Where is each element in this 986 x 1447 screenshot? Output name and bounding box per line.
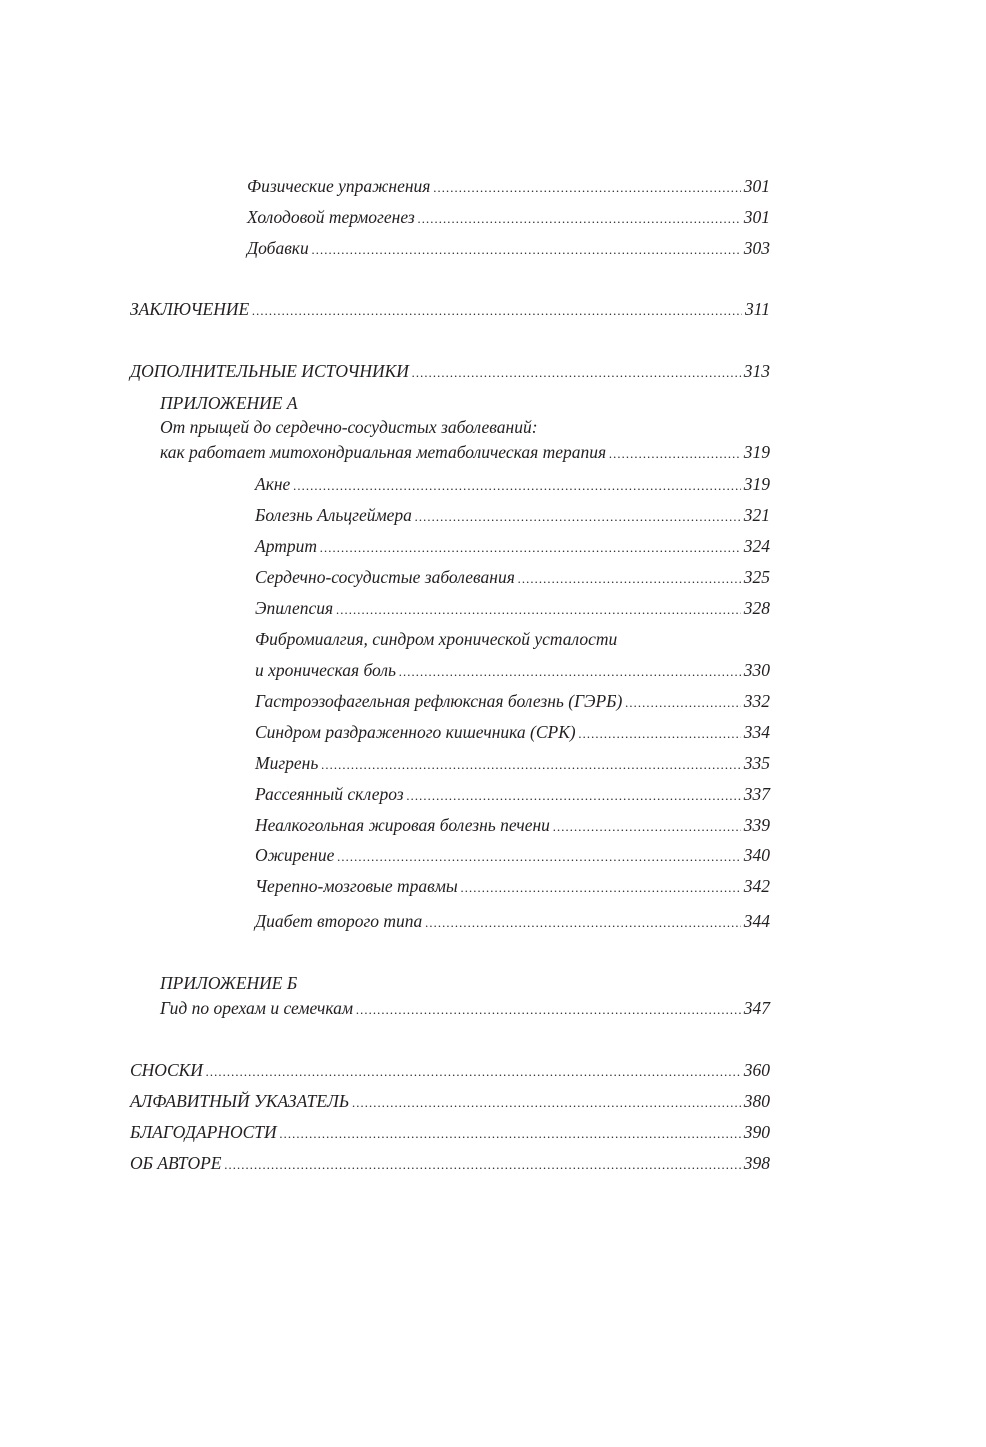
dot-leader: [321, 753, 740, 777]
dot-leader: [312, 238, 741, 262]
toc-entry-conclusion: [130, 297, 770, 321]
dot-leader: [518, 567, 741, 591]
toc-entry-page: 339: [743, 815, 770, 835]
toc-entry-page: 319: [743, 474, 770, 494]
toc-entry: [255, 503, 770, 527]
toc-entry-label: Синдром раздраженного кишечника (СРК): [255, 722, 576, 742]
toc-entry-page: 330: [743, 660, 770, 680]
dot-leader: [433, 176, 740, 200]
toc-entry-label: Гид по орехам и семечкам: [160, 998, 354, 1018]
toc-entry-resources: [130, 359, 770, 383]
toc-entry-label-wrap: Фибромиалгия, синдром хронической усталости: [255, 629, 618, 649]
toc-entry-page: 344: [743, 911, 770, 931]
toc-entry-label: СНОСКИ: [130, 1060, 203, 1080]
toc-entry-label: Эпилепсия: [255, 598, 334, 618]
toc-entry-label: как работает митохондриальная метаболическая терапия: [160, 442, 607, 462]
dot-leader: [553, 815, 741, 839]
toc-entry: [255, 782, 770, 806]
dot-leader: [320, 536, 741, 560]
toc-entry: [255, 909, 770, 933]
toc-entry-page: 319: [743, 442, 770, 462]
toc-entry-label: ЗАКЛЮЧЕНИЕ: [130, 299, 250, 319]
dot-leader: [356, 998, 741, 1022]
appendix-b-title: [160, 996, 770, 1020]
toc-entry-page: 301: [743, 176, 770, 196]
dot-leader: [399, 660, 741, 684]
toc-entry-page: 321: [743, 505, 770, 525]
toc-entry-page: 390: [743, 1122, 770, 1142]
dot-leader: [415, 505, 741, 529]
toc-entry-label: Акне: [255, 474, 291, 494]
toc-entry-label: Сердечно-сосудистые заболевания: [255, 567, 515, 587]
toc-entry: [247, 236, 770, 260]
toc-entry-page: 332: [743, 691, 770, 711]
toc-entry-label: ОБ АВТОРЕ: [130, 1153, 222, 1173]
toc-entry-label: Мигрень: [255, 753, 319, 773]
dot-leader: [280, 1122, 741, 1146]
toc-entry: [255, 751, 770, 775]
appendix-a-title: [160, 440, 770, 464]
dot-leader: [412, 361, 741, 385]
toc-entry: [255, 874, 770, 898]
toc-entry-label: Диабет второго типа: [255, 911, 423, 931]
dot-leader: [579, 722, 741, 746]
dot-leader: [224, 1153, 740, 1177]
toc-entry: [255, 596, 770, 620]
dot-leader: [206, 1060, 741, 1084]
dot-leader: [337, 845, 740, 869]
toc-entry: [255, 720, 770, 744]
toc-entry-label: Болезнь Альцгеймера: [255, 505, 412, 525]
appendix-a-heading: ПРИЛОЖЕНИЕ А: [160, 393, 298, 413]
toc-entry-label: Добавки: [247, 238, 309, 258]
toc-entry-page: 303: [743, 238, 770, 258]
toc-entry-label: АЛФАВИТНЫЙ УКАЗАТЕЛЬ: [130, 1091, 350, 1111]
dot-leader: [625, 691, 740, 715]
toc-entry: [130, 1089, 770, 1113]
dot-leader: [418, 207, 741, 231]
toc-entry-page: 337: [743, 784, 770, 804]
toc-entry-page: 340: [743, 845, 770, 865]
dot-leader: [293, 474, 740, 498]
toc-entry-page: 360: [743, 1060, 770, 1080]
toc-entry: [255, 534, 770, 558]
toc-entry: [255, 472, 770, 496]
toc-entry-label: Артрит: [255, 536, 317, 556]
toc-entry: [255, 689, 770, 713]
toc-entry-page: 313: [743, 361, 770, 381]
dot-leader: [425, 911, 740, 935]
toc-entry-page: 301: [743, 207, 770, 227]
toc-entry-label: ДОПОЛНИТЕЛЬНЫЕ ИСТОЧНИКИ: [130, 361, 409, 381]
toc-entry-page: 325: [743, 567, 770, 587]
toc-entry-page: 342: [743, 876, 770, 896]
toc-entry: [247, 205, 770, 229]
dot-leader: [252, 299, 742, 323]
dot-leader: [461, 876, 741, 900]
toc-entry-label: БЛАГОДАРНОСТИ: [130, 1122, 277, 1142]
dot-leader: [609, 442, 741, 466]
appendix-a-title-line1: От прыщей до сердечно-сосудистых заболеваний:: [160, 417, 538, 437]
toc-entry-label: Неалкогольная жировая болезнь печени: [255, 815, 550, 835]
appendix-b-heading: ПРИЛОЖЕНИЕ Б: [160, 973, 298, 993]
toc-entry: [130, 1151, 770, 1175]
toc-entry: [130, 1120, 770, 1144]
toc-entry: [255, 565, 770, 589]
toc-entry-label: Ожирение: [255, 845, 335, 865]
toc-entry: [255, 813, 770, 837]
toc-entry-page: 398: [743, 1153, 770, 1173]
toc-entry-page: 347: [743, 998, 770, 1018]
toc-entry: [255, 658, 770, 682]
toc-entry-page: 334: [743, 722, 770, 742]
toc-entry-page: 324: [743, 536, 770, 556]
toc-entry-label: Рассеянный склероз: [255, 784, 404, 804]
toc-entry-label: Холодовой термогенез: [247, 207, 415, 227]
toc-entry-page: 380: [743, 1091, 770, 1111]
toc-entry-label: и хроническая боль: [255, 660, 396, 680]
toc-entry: [130, 1058, 770, 1082]
toc-entry: [247, 174, 770, 198]
toc-entry-page: 328: [743, 598, 770, 618]
toc-entry: [255, 843, 770, 867]
dot-leader: [407, 784, 741, 808]
toc-entry-label: Физические упражнения: [247, 176, 431, 196]
toc-entry-label: Гастроэзофагельная рефлюксная болезнь (ГЭРБ): [255, 691, 623, 711]
dot-leader: [352, 1091, 741, 1115]
toc-entry-page: 311: [745, 299, 770, 319]
toc-entry-label: Черепно-мозговые травмы: [255, 876, 458, 896]
dot-leader: [336, 598, 741, 622]
toc-entry-page: 335: [743, 753, 770, 773]
